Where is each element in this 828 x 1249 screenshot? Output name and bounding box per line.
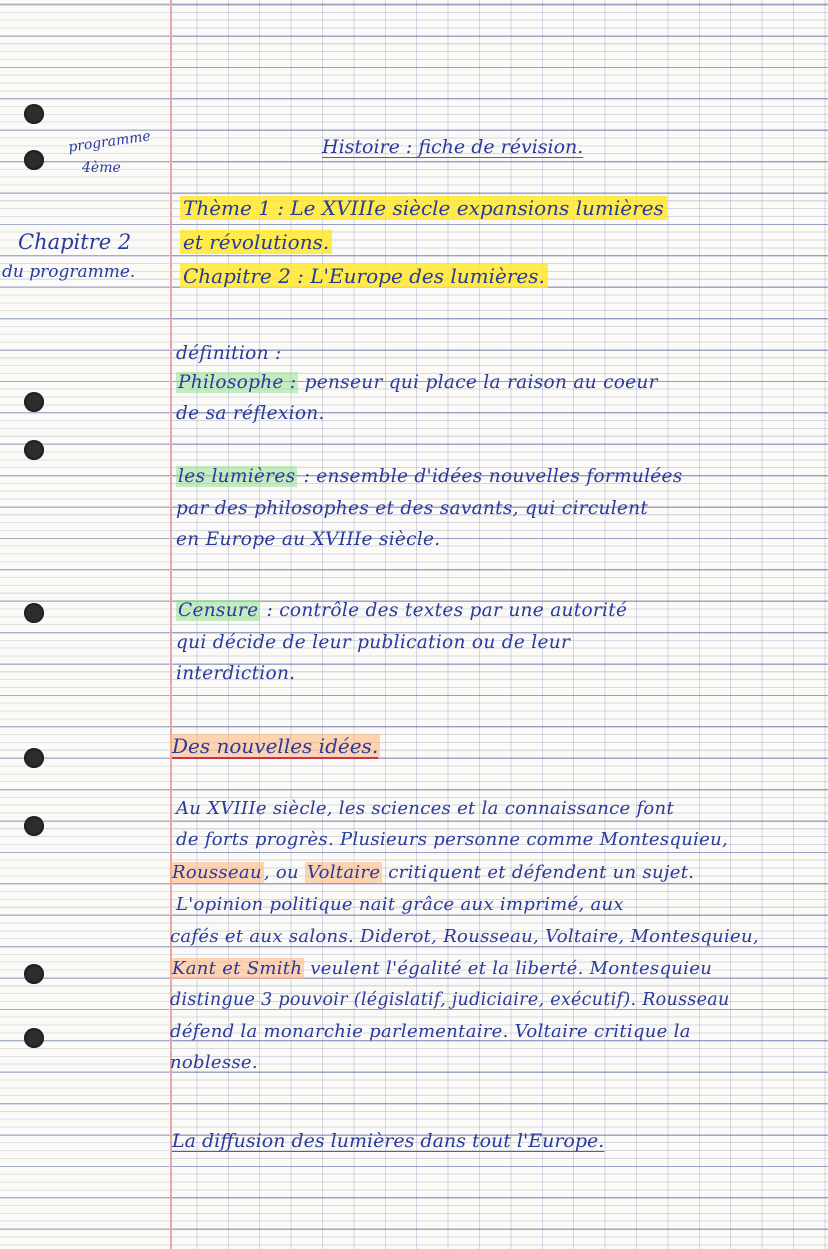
definition-philosophe-line1: Philosophe : penseur qui place la raison au coeur: [178, 372, 658, 393]
binder-hole: [24, 964, 44, 984]
definition-philosophe-line2: de sa réflexion.: [176, 403, 325, 424]
margin-note-programme: programme: [67, 128, 152, 156]
chapter-title: Chapitre 2 : L'Europe des lumières.: [180, 264, 548, 288]
margin-chapter-sub: du programme.: [2, 262, 136, 282]
theme-line-1: Thème 1 : Le XVIIIe siècle expansions lumières: [180, 196, 667, 220]
definition-censure-line2: qui décide de leur publication ou de leur: [176, 632, 571, 653]
binder-hole: [24, 1028, 44, 1048]
paragraph-line: défend la monarchie parlementaire. Voltaire critique la: [170, 1021, 691, 1042]
definitions-heading: définition :: [176, 343, 282, 364]
paragraph-line: L'opinion politique nait grâce aux imprimé, aux: [176, 894, 624, 915]
paragraph-line: Kant et Smith veulent l'égalité et la liberté. Montesquieu: [172, 958, 713, 979]
term-philosophe: Philosophe :: [178, 372, 297, 393]
definition-lumieres-line1: les lumières : ensemble d'idées nouvelles formulées: [178, 466, 683, 487]
binder-hole: [24, 748, 44, 768]
theme-line-2: et révolutions.: [180, 230, 332, 254]
paragraph-line: de forts progrès. Plusieurs personne comme Montesquieu,: [176, 829, 729, 850]
term-lumieres: les lumières: [178, 466, 296, 487]
paragraph-line: distingue 3 pouvoir (législatif, judiciaire, exécutif). Rousseau: [170, 990, 730, 1010]
page-title: Histoire : fiche de révision.: [322, 136, 584, 158]
paragraph-line: cafés et aux salons. Diderot, Rousseau, Voltaire, Montesquieu,: [170, 926, 759, 947]
binder-hole: [24, 816, 44, 836]
margin-chapter-label: Chapitre 2: [18, 230, 132, 254]
paragraph-line: Au XVIIIe siècle, les sciences et la connaissance font: [176, 798, 674, 819]
page-margin-area: [0, 0, 170, 1249]
definition-censure-line3: interdiction.: [176, 663, 296, 684]
paragraph-line: Rousseau , ou Voltaire critiquent et défendent un sujet.: [172, 862, 695, 883]
section-heading-diffusion: La diffusion des lumières dans tout l'Europe.: [172, 1130, 605, 1152]
margin-note-level: 4ème: [82, 160, 121, 176]
definition-censure-line1: Censure : contrôle des textes par une autorité: [178, 600, 628, 621]
binder-hole: [24, 150, 44, 170]
binder-hole: [24, 440, 44, 460]
binder-hole: [24, 392, 44, 412]
binder-hole: [24, 603, 44, 623]
term-censure: Censure: [178, 600, 259, 621]
section-heading-nouvelles-idees: Des nouvelles idées.: [172, 734, 379, 758]
definition-lumieres-line2: par des philosophes et des savants, qui circulent: [176, 498, 649, 519]
definition-lumieres-line3: en Europe au XVIIIe siècle.: [176, 529, 441, 550]
binder-hole: [24, 104, 44, 124]
paragraph-line: noblesse.: [170, 1052, 258, 1073]
